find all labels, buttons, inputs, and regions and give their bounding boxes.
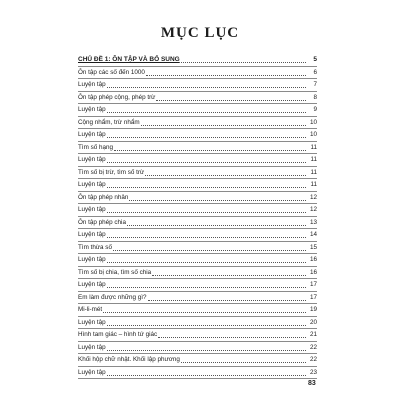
toc-entry-row bbox=[78, 241, 317, 254]
toc-entry-row bbox=[78, 341, 317, 354]
toc-entry-page: 12 bbox=[309, 193, 317, 201]
toc-entry-page: 16 bbox=[309, 256, 317, 264]
leader-dots bbox=[129, 194, 306, 201]
toc-entry-row bbox=[78, 316, 317, 329]
leader-dots bbox=[127, 219, 306, 226]
toc-entry-row bbox=[78, 166, 317, 179]
toc-entry-title: Luyện tập bbox=[78, 318, 106, 326]
leader-dots bbox=[107, 256, 306, 263]
leader-dots bbox=[114, 144, 306, 151]
toc-entry-page: 10 bbox=[309, 118, 317, 126]
toc-entry-page: 19 bbox=[309, 306, 317, 314]
toc-entry-title: Ôn tập phép chia bbox=[78, 218, 126, 226]
toc-entry-title: Luyện tập bbox=[78, 206, 106, 214]
toc-entry-title: Tìm số bị trừ, tìm số trừ bbox=[78, 168, 145, 176]
toc-entry-title: Ôn tập các số đến 1000 bbox=[78, 68, 145, 76]
toc-entry-title: Luyện tập bbox=[78, 81, 106, 89]
toc-entry-page: 11 bbox=[310, 143, 317, 151]
toc-entry-row bbox=[78, 141, 317, 154]
toc-entry-title: Ôn tập phép cộng, phép trừ bbox=[78, 93, 156, 101]
toc-entry-row bbox=[78, 253, 317, 266]
leader-dots bbox=[107, 344, 306, 351]
leader-dots bbox=[107, 131, 306, 138]
toc-entry-row bbox=[78, 278, 317, 291]
leader-dots bbox=[103, 306, 306, 313]
leader-dots bbox=[107, 369, 306, 376]
leader-dots bbox=[181, 356, 306, 363]
toc-entry-title: Tìm thừa số bbox=[78, 243, 112, 251]
toc-entry-row bbox=[78, 228, 317, 241]
toc-entry-row bbox=[78, 203, 317, 216]
toc-entry-title: Luyện tập bbox=[78, 106, 106, 114]
leader-dots bbox=[107, 206, 306, 213]
leader-dots bbox=[113, 244, 306, 251]
toc-entry-page: 9 bbox=[313, 106, 317, 114]
toc-entry-title: Khối hộp chữ nhật. Khối lập phương bbox=[78, 356, 180, 364]
toc-entry-title: Em làm được những gì? bbox=[78, 293, 147, 301]
toc-chapter-title: CHỦ ĐỀ 1: ÔN TẬP VÀ BỔ SUNG bbox=[78, 56, 180, 64]
toc-entry-row bbox=[78, 328, 317, 341]
toc-entry-title: Luyện tập bbox=[78, 156, 106, 164]
leader-dots bbox=[145, 169, 306, 176]
toc-entry-title: Cộng nhẩm, trừ nhẩm bbox=[78, 118, 140, 126]
toc-entry-page: 6 bbox=[313, 68, 317, 76]
toc-entry-page: 17 bbox=[309, 293, 317, 301]
toc-entry-page: 17 bbox=[309, 281, 317, 289]
toc-entry-title: Luyện tập bbox=[78, 181, 106, 189]
toc-entry-title: Luyện tập bbox=[78, 131, 106, 139]
toc-entry-title: Luyện tập bbox=[78, 256, 106, 264]
toc-entry-page: 8 bbox=[313, 93, 317, 101]
toc-entry-page: 10 bbox=[309, 131, 317, 139]
toc-entry-title: Tìm số bị chia, tìm số chia bbox=[78, 268, 152, 276]
leader-dots bbox=[158, 331, 306, 338]
toc-entry-page: 13 bbox=[309, 218, 317, 226]
toc-entry-page: 7 bbox=[313, 81, 317, 89]
toc-entry-row bbox=[78, 153, 317, 166]
toc-entry-row bbox=[78, 191, 317, 204]
leader-dots bbox=[156, 94, 306, 101]
toc-entry-page: 11 bbox=[310, 156, 317, 164]
toc-entry-row bbox=[78, 103, 317, 116]
toc-entry-page: 21 bbox=[309, 331, 317, 339]
leader-dots bbox=[107, 319, 306, 326]
toc-entry-row bbox=[78, 116, 317, 129]
leader-dots bbox=[146, 69, 306, 76]
toc-entry-row bbox=[78, 366, 317, 380]
toc-entry-row bbox=[78, 66, 317, 79]
leader-dots bbox=[152, 269, 306, 276]
leader-dots bbox=[148, 294, 306, 301]
toc-entry-page: 12 bbox=[309, 206, 317, 214]
toc-entry-title: Mi-li-mét bbox=[78, 306, 103, 314]
toc-entry-title: Luyện tập bbox=[78, 281, 106, 289]
page-title: MỤC LỤC bbox=[160, 25, 240, 41]
leader-dots bbox=[107, 281, 306, 288]
toc-chapter-page: 5 bbox=[313, 56, 317, 64]
toc-entry-row bbox=[78, 128, 317, 141]
leader-dots bbox=[181, 56, 306, 63]
toc-entry-row bbox=[78, 178, 317, 191]
toc-entry-title: Luyện tập bbox=[78, 343, 106, 351]
table-of-contents bbox=[78, 54, 317, 379]
toc-entry-page: 16 bbox=[309, 268, 317, 276]
toc-entry-page: 15 bbox=[309, 243, 317, 251]
toc-entry-row bbox=[78, 216, 317, 229]
leader-dots bbox=[107, 181, 306, 188]
toc-entry-title: Luyện tập bbox=[78, 368, 106, 376]
toc-entry-row bbox=[78, 353, 317, 366]
toc-entry-page: 20 bbox=[309, 318, 317, 326]
toc-entry-row bbox=[78, 266, 317, 279]
toc-entry-title: Luyện tập bbox=[78, 231, 106, 239]
leader-dots bbox=[107, 106, 306, 113]
toc-entry-page: 11 bbox=[310, 168, 317, 176]
toc-entry-page: 14 bbox=[309, 231, 317, 239]
leader-dots bbox=[107, 81, 306, 88]
page-number: 83 bbox=[308, 380, 316, 387]
toc-entry-title: Tìm số hạng bbox=[78, 143, 113, 151]
toc-entry-page: 22 bbox=[309, 343, 317, 351]
toc-entry-row bbox=[78, 78, 317, 91]
toc-entry-title: Hình tam giác – hình tứ giác bbox=[78, 331, 158, 339]
leader-dots bbox=[107, 231, 306, 238]
toc-entry-page: 22 bbox=[309, 356, 317, 364]
toc-entry-row bbox=[78, 91, 317, 104]
leader-dots bbox=[107, 156, 306, 163]
toc-entry-page: 23 bbox=[309, 368, 317, 376]
toc-entry-row bbox=[78, 291, 317, 304]
toc-entry-page: 11 bbox=[310, 181, 317, 189]
toc-entry-row bbox=[78, 303, 317, 316]
toc-entry-title: Ôn tập phép nhân bbox=[78, 193, 129, 201]
toc-chapter-row bbox=[78, 54, 317, 66]
leader-dots bbox=[141, 119, 306, 126]
